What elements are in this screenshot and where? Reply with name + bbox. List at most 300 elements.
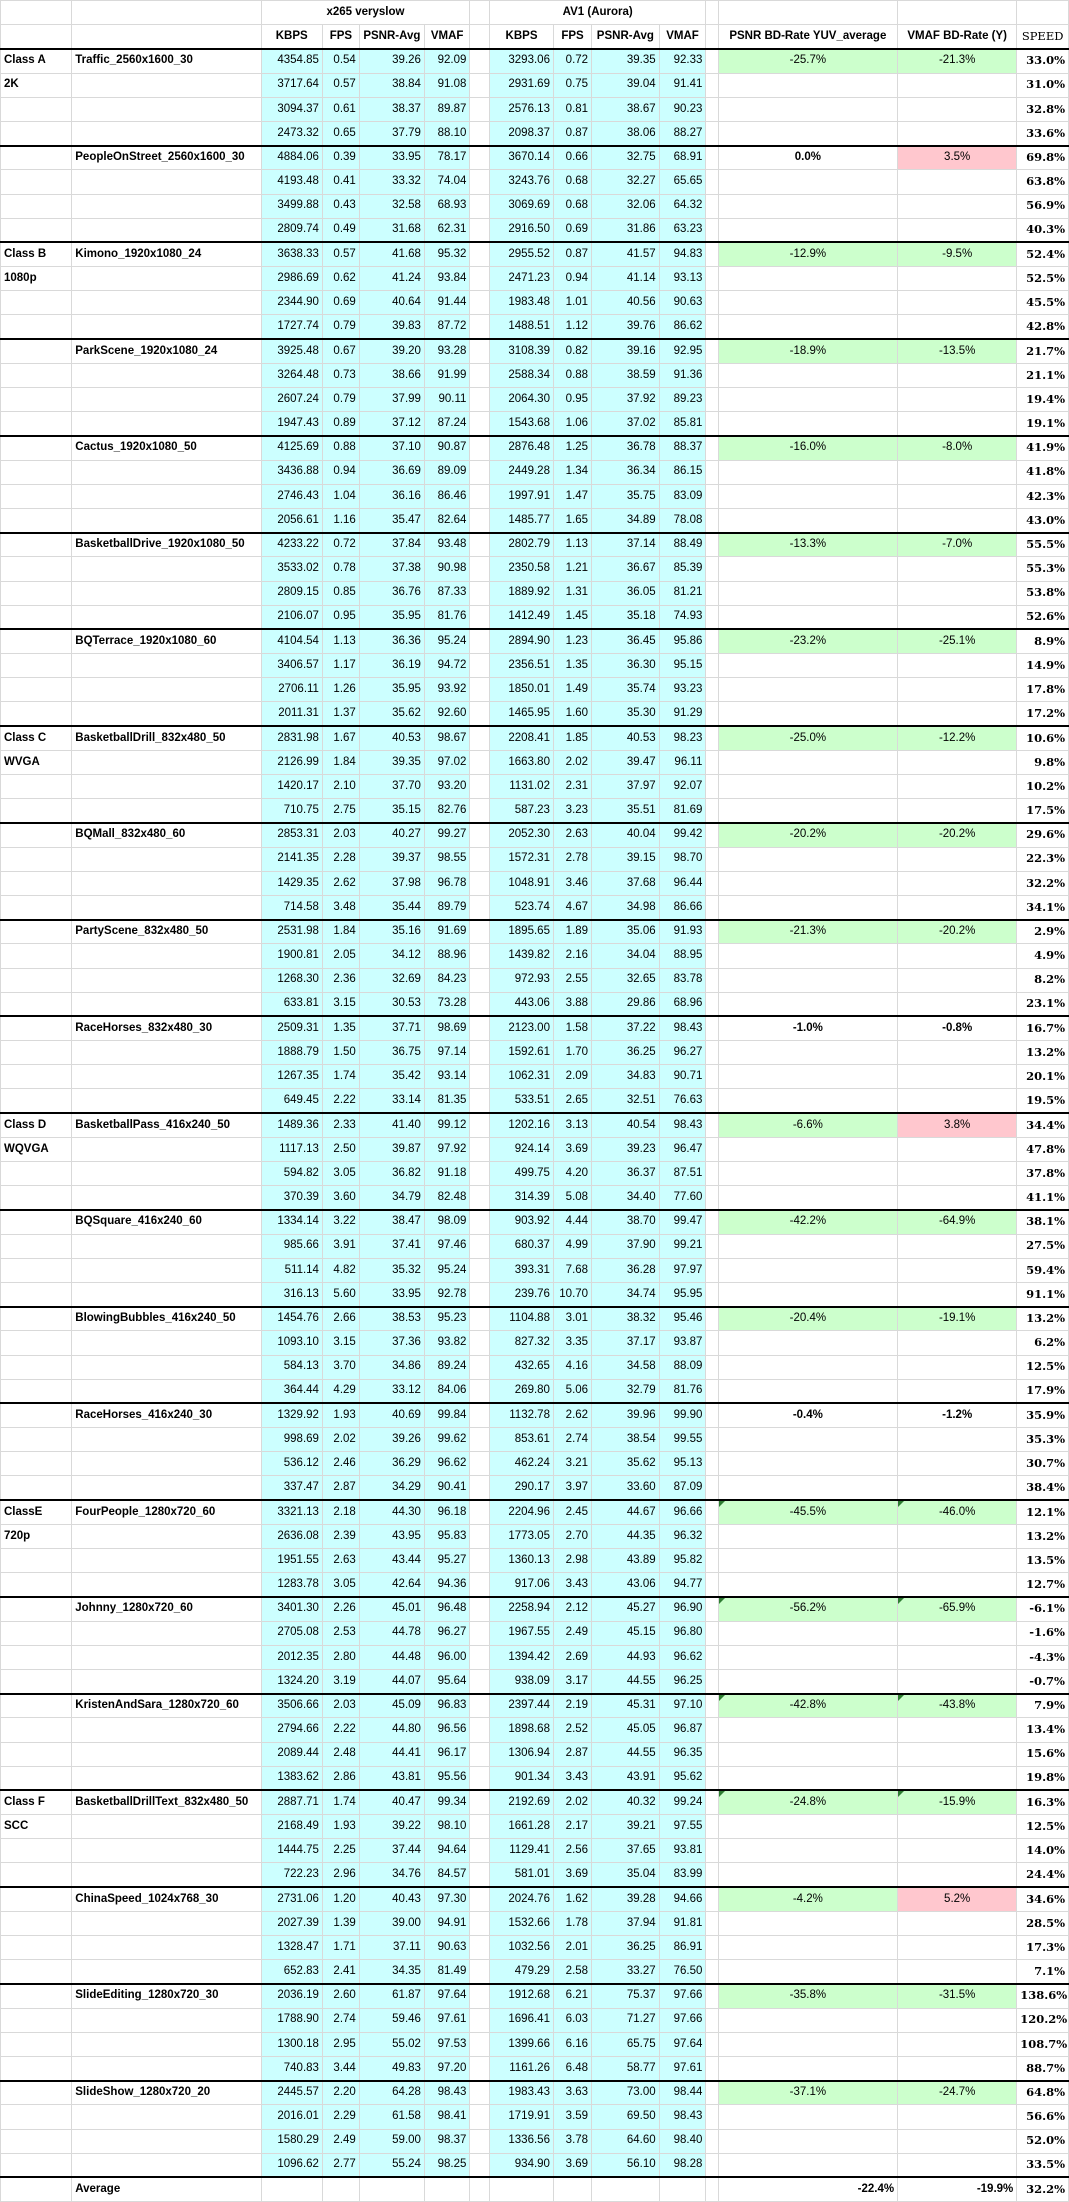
vmaf-bd-rate: 5.2% [898, 1887, 1017, 1911]
x265-fps: 0.49 [322, 218, 359, 242]
av1-kbps: 2894.90 [490, 629, 554, 653]
av1-fps: 2.02 [553, 750, 591, 774]
x265-vmaf: 89.87 [424, 97, 469, 121]
table-row [1, 339, 1069, 363]
av1-kbps: 393.31 [490, 1258, 554, 1282]
x265-fps: 1.35 [322, 1016, 359, 1040]
av1-kbps: 3670.14 [490, 146, 554, 170]
av1-psnr: 75.37 [592, 1984, 660, 2008]
psnr-bd-rate: -21.3% [718, 920, 897, 944]
x265-psnr: 34.12 [359, 944, 424, 968]
av1-fps: 0.75 [553, 73, 591, 97]
x265-psnr: 35.42 [359, 1065, 424, 1089]
av1-fps: 3.23 [553, 799, 591, 823]
x265-psnr: 55.02 [359, 2032, 424, 2056]
sequence-name: ParkScene_1920x1080_24 [72, 339, 261, 363]
av1-fps: 10.70 [553, 1282, 591, 1306]
av1-kbps: 1104.88 [490, 1307, 554, 1331]
av1-fps: 3.69 [553, 2153, 591, 2177]
av1-vmaf: 74.93 [659, 605, 706, 629]
av1-kbps: 581.01 [490, 1863, 554, 1887]
av1-vmaf: 98.70 [659, 847, 706, 871]
sequence-name: BasketballDrive_1920x1080_50 [72, 533, 261, 557]
av1-fps: 2.19 [553, 1694, 591, 1718]
av1-kbps: 1062.31 [490, 1065, 554, 1089]
av1-kbps: 1967.55 [490, 1621, 554, 1645]
x265-fps: 2.02 [322, 1428, 359, 1452]
av1-vmaf: 86.66 [659, 895, 706, 919]
av1-vmaf: 92.07 [659, 775, 706, 799]
table-row [1, 750, 1069, 774]
table-row [1, 2129, 1069, 2153]
class-label: Class A [1, 49, 72, 73]
x265-fps: 2.10 [322, 775, 359, 799]
x265-fps: 1.39 [322, 1911, 359, 1935]
class-label: ClassE [1, 1500, 72, 1524]
sequence-name: SlideEditing_1280x720_30 [72, 1984, 261, 2008]
x265-vmaf: 93.82 [424, 1331, 469, 1355]
av1-vmaf: 98.23 [659, 726, 706, 750]
x265-vmaf: 98.67 [424, 726, 469, 750]
av1-psnr: 45.31 [592, 1694, 660, 1718]
av1-vmaf: 76.50 [659, 1960, 706, 1984]
av1-psnr: 35.74 [592, 678, 660, 702]
av1-vmaf: 99.24 [659, 1790, 706, 1814]
x265-fps: 0.39 [322, 146, 359, 170]
x265-fps: 0.67 [322, 339, 359, 363]
x265-vmaf: 96.62 [424, 1452, 469, 1476]
av1-vmaf: 86.91 [659, 1936, 706, 1960]
x265-vmaf: 96.56 [424, 1718, 469, 1742]
x265-fps: 1.50 [322, 1041, 359, 1065]
x265-kbps: 4884.06 [261, 146, 322, 170]
av1-kbps: 1488.51 [490, 315, 554, 339]
x265-kbps: 3638.33 [261, 242, 322, 266]
table-row [1, 1041, 1069, 1065]
x265-fps: 2.25 [322, 1839, 359, 1863]
av1-vmaf: 96.47 [659, 1137, 706, 1161]
speed-value: 13.2% [1017, 1041, 1069, 1065]
av1-psnr: 34.58 [592, 1355, 660, 1379]
av1-fps: 7.68 [553, 1258, 591, 1282]
av1-fps: 3.01 [553, 1307, 591, 1331]
table-row [1, 799, 1069, 823]
psnr-bd-rate: -25.0% [718, 726, 897, 750]
x265-psnr: 33.12 [359, 1379, 424, 1403]
sequence-name: PeopleOnStreet_2560x1600_30 [72, 146, 261, 170]
x265-kbps: 3506.66 [261, 1694, 322, 1718]
speed-value: 28.5% [1017, 1911, 1069, 1935]
table-row [1, 291, 1069, 315]
x265-fps: 0.79 [322, 388, 359, 412]
table-row [1, 1331, 1069, 1355]
table-row [1, 1549, 1069, 1573]
x265-vmaf: 96.78 [424, 871, 469, 895]
table-row [1, 1016, 1069, 1040]
speed-value: 8.9% [1017, 629, 1069, 653]
av1-psnr: 37.65 [592, 1839, 660, 1863]
x265-vmaf: 90.87 [424, 436, 469, 460]
av1-fps: 1.01 [553, 291, 591, 315]
speed-value: 38.1% [1017, 1210, 1069, 1234]
x265-vmaf: 88.96 [424, 944, 469, 968]
speed-value: 12.7% [1017, 1573, 1069, 1597]
av1-vmaf: 99.42 [659, 823, 706, 847]
vmaf-bd-rate: -24.7% [898, 2081, 1017, 2105]
average-psnr-bd-rate: -22.4% [718, 2177, 897, 2201]
av1-psnr: 43.89 [592, 1549, 660, 1573]
av1-psnr: 35.06 [592, 920, 660, 944]
x265-vmaf: 92.78 [424, 1282, 469, 1306]
x265-vmaf: 92.60 [424, 702, 469, 726]
x265-vmaf: 96.48 [424, 1597, 469, 1621]
av1-fps: 1.47 [553, 484, 591, 508]
x265-fps: 0.43 [322, 194, 359, 218]
av1-fps: 4.16 [553, 1355, 591, 1379]
av1-fps: 2.01 [553, 1936, 591, 1960]
av1-kbps: 1161.26 [490, 2056, 554, 2080]
av1-fps: 2.65 [553, 1089, 591, 1113]
x265-psnr: 42.64 [359, 1573, 424, 1597]
x265-vmaf: 96.83 [424, 1694, 469, 1718]
av1-kbps: 2802.79 [490, 533, 554, 557]
resolution-label [1, 1621, 72, 1645]
av1-fps: 2.78 [553, 847, 591, 871]
resolution-label [1, 944, 72, 968]
av1-psnr: 39.35 [592, 49, 660, 73]
x265-fps: 2.29 [322, 2105, 359, 2129]
speed-value: 42.8% [1017, 315, 1069, 339]
sequence-name: BQSquare_416x240_60 [72, 1210, 261, 1234]
vmaf-bd-rate: -9.5% [898, 242, 1017, 266]
av1-vmaf: 98.43 [659, 1113, 706, 1137]
sequence-name: BasketballDrillText_832x480_50 [72, 1790, 261, 1814]
x265-fps: 2.75 [322, 799, 359, 823]
x265-kbps: 1900.81 [261, 944, 322, 968]
x265-psnr: 44.30 [359, 1500, 424, 1524]
x265-kbps: 4125.69 [261, 436, 322, 460]
x265-vmaf: 98.55 [424, 847, 469, 871]
x265-psnr: 35.62 [359, 702, 424, 726]
av1-fps: 5.08 [553, 1186, 591, 1210]
class-label [1, 533, 72, 557]
x265-kbps: 2986.69 [261, 267, 322, 291]
x265-kbps: 536.12 [261, 1452, 322, 1476]
vmaf-bd-rate: -8.0% [898, 436, 1017, 460]
av1-psnr: 37.94 [592, 1911, 660, 1935]
av1-psnr: 40.54 [592, 1113, 660, 1137]
speed-value: 63.8% [1017, 170, 1069, 194]
table-row [1, 1815, 1069, 1839]
speed-value: 19.8% [1017, 1766, 1069, 1790]
av1-psnr: 32.65 [592, 968, 660, 992]
x265-psnr: 39.37 [359, 847, 424, 871]
x265-psnr: 40.53 [359, 726, 424, 750]
av1-psnr: 36.67 [592, 557, 660, 581]
av1-fps: 0.87 [553, 121, 591, 145]
x265-fps: 1.16 [322, 508, 359, 532]
x265-psnr: 35.15 [359, 799, 424, 823]
speed-value: 56.9% [1017, 194, 1069, 218]
x265-psnr: 45.01 [359, 1597, 424, 1621]
table-row [1, 823, 1069, 847]
av1-psnr: 39.23 [592, 1137, 660, 1161]
av1-fps: 0.81 [553, 97, 591, 121]
speed-value: 47.8% [1017, 1137, 1069, 1161]
x265-vmaf: 96.18 [424, 1500, 469, 1524]
x265-fps: 1.93 [322, 1403, 359, 1427]
resolution-label: WQVGA [1, 1137, 72, 1161]
speed-value: 52.4% [1017, 242, 1069, 266]
table-row [1, 2081, 1069, 2105]
x265-vmaf: 81.49 [424, 1960, 469, 1984]
sequence-name: ChinaSpeed_1024x768_30 [72, 1887, 261, 1911]
x265-kbps: 633.81 [261, 992, 322, 1016]
av1-fps: 0.68 [553, 170, 591, 194]
x265-fps-header: FPS [322, 25, 359, 49]
x265-psnr: 37.84 [359, 533, 424, 557]
av1-vmaf: 99.55 [659, 1428, 706, 1452]
sequence-name: SlideShow_1280x720_20 [72, 2081, 261, 2105]
av1-kbps: 1399.66 [490, 2032, 554, 2056]
speed-value: 12.1% [1017, 1500, 1069, 1524]
table-row [1, 2008, 1069, 2032]
x265-vmaf: 90.41 [424, 1476, 469, 1500]
av1-fps: 1.85 [553, 726, 591, 750]
x265-kbps: 2473.32 [261, 121, 322, 145]
av1-vmaf: 99.47 [659, 1210, 706, 1234]
table-row [1, 388, 1069, 412]
x265-kbps: 511.14 [261, 1258, 322, 1282]
x265-psnr: 34.29 [359, 1476, 424, 1500]
resolution-label: SCC [1, 1815, 72, 1839]
sequence-name: Traffic_2560x1600_30 [72, 49, 261, 73]
x265-psnr: 38.47 [359, 1210, 424, 1234]
table-row [1, 412, 1069, 436]
av1-psnr: 34.83 [592, 1065, 660, 1089]
speed-value: -4.3% [1017, 1645, 1069, 1669]
x265-vmaf: 95.83 [424, 1524, 469, 1548]
x265-psnr: 34.76 [359, 1863, 424, 1887]
x265-fps: 2.20 [322, 2081, 359, 2105]
x265-vmaf: 81.76 [424, 605, 469, 629]
av1-psnr: 44.55 [592, 1742, 660, 1766]
av1-psnr: 40.04 [592, 823, 660, 847]
av1-kbps: 587.23 [490, 799, 554, 823]
av1-psnr: 36.25 [592, 1041, 660, 1065]
class-label [1, 339, 72, 363]
av1-psnr: 37.14 [592, 533, 660, 557]
av1-kbps: 443.06 [490, 992, 554, 1016]
x265-kbps: 4233.22 [261, 533, 322, 557]
av1-psnr: 45.27 [592, 1597, 660, 1621]
av1-kbps: 533.51 [490, 1089, 554, 1113]
av1-kbps: 3069.69 [490, 194, 554, 218]
x265-psnr: 37.71 [359, 1016, 424, 1040]
vmaf-bd-rate: -65.9% [898, 1597, 1017, 1621]
x265-fps: 1.74 [322, 1065, 359, 1089]
x265-vmaf: 91.44 [424, 291, 469, 315]
class-label [1, 1984, 72, 2008]
av1-kbps: 938.09 [490, 1669, 554, 1693]
av1-vmaf: 97.97 [659, 1258, 706, 1282]
class-label [1, 1694, 72, 1718]
speed-value: 53.8% [1017, 581, 1069, 605]
av1-psnr: 38.54 [592, 1428, 660, 1452]
table-row [1, 460, 1069, 484]
x265-psnr: 45.09 [359, 1694, 424, 1718]
av1-psnr: 43.06 [592, 1573, 660, 1597]
x265-kbps: 2106.07 [261, 605, 322, 629]
av1-vmaf: 97.66 [659, 1984, 706, 2008]
av1-vmaf: 93.13 [659, 267, 706, 291]
av1-vmaf: 95.86 [659, 629, 706, 653]
av1-vmaf: 68.91 [659, 146, 706, 170]
x265-fps: 2.49 [322, 2129, 359, 2153]
av1-psnr: 45.05 [592, 1718, 660, 1742]
x265-vmaf: 98.37 [424, 2129, 469, 2153]
av1-kbps: 2098.37 [490, 121, 554, 145]
x265-vmaf: 78.17 [424, 146, 469, 170]
x265-vmaf: 94.72 [424, 654, 469, 678]
av1-vmaf: 92.95 [659, 339, 706, 363]
x265-kbps: 2089.44 [261, 1742, 322, 1766]
x265-vmaf: 93.48 [424, 533, 469, 557]
resolution-label [1, 1041, 72, 1065]
speed-value: 27.5% [1017, 1234, 1069, 1258]
av1-kbps: 680.37 [490, 1234, 554, 1258]
x265-kbps: 370.39 [261, 1186, 322, 1210]
speed-value: 8.2% [1017, 968, 1069, 992]
av1-kbps: 1663.80 [490, 750, 554, 774]
av1-psnr: 37.90 [592, 1234, 660, 1258]
av1-kbps: 1661.28 [490, 1815, 554, 1839]
x265-psnr: 37.38 [359, 557, 424, 581]
speed-value: 17.8% [1017, 678, 1069, 702]
resolution-label [1, 170, 72, 194]
av1-kbps: 1696.41 [490, 2008, 554, 2032]
x265-psnr: 41.40 [359, 1113, 424, 1137]
av1-kbps: 1465.95 [490, 702, 554, 726]
sequence-name: KristenAndSara_1280x720_60 [72, 1694, 261, 1718]
av1-vmaf: 81.21 [659, 581, 706, 605]
class-label [1, 823, 72, 847]
x265-psnr: 36.29 [359, 1452, 424, 1476]
x265-psnr: 37.11 [359, 1936, 424, 1960]
x265-fps: 3.22 [322, 1210, 359, 1234]
x265-fps: 3.05 [322, 1162, 359, 1186]
x265-psnr: 38.84 [359, 73, 424, 97]
av1-kbps: 314.39 [490, 1186, 554, 1210]
x265-fps: 2.22 [322, 1089, 359, 1113]
x265-vmaf: 94.64 [424, 1839, 469, 1863]
x265-psnr: 43.95 [359, 1524, 424, 1548]
av1-fps: 2.12 [553, 1597, 591, 1621]
table-row [1, 702, 1069, 726]
av1-fps: 1.70 [553, 1041, 591, 1065]
av1-kbps: 2588.34 [490, 363, 554, 387]
x265-fps: 2.63 [322, 1549, 359, 1573]
speed-value: 13.5% [1017, 1549, 1069, 1573]
av1-kbps: 1850.01 [490, 678, 554, 702]
av1-vmaf: 93.87 [659, 1331, 706, 1355]
header-row-1 [1, 1, 1069, 25]
x265-vmaf: 89.79 [424, 895, 469, 919]
av1-vmaf: 78.08 [659, 508, 706, 532]
table-row [1, 2032, 1069, 2056]
x265-psnr: 37.41 [359, 1234, 424, 1258]
speed-value: 59.4% [1017, 1258, 1069, 1282]
class-label [1, 146, 72, 170]
x265-kbps: 1951.55 [261, 1549, 322, 1573]
x265-fps: 0.62 [322, 267, 359, 291]
x265-vmaf: 62.31 [424, 218, 469, 242]
table-row [1, 1694, 1069, 1718]
av1-fps: 0.94 [553, 267, 591, 291]
x265-vmaf: 84.57 [424, 1863, 469, 1887]
x265-kbps: 3406.57 [261, 654, 322, 678]
x265-fps: 2.36 [322, 968, 359, 992]
av1-vmaf: 88.49 [659, 533, 706, 557]
speed-value: 21.7% [1017, 339, 1069, 363]
av1-fps: 1.06 [553, 412, 591, 436]
psnr-bd-rate: -25.7% [718, 49, 897, 73]
x265-vmaf: 99.34 [424, 1790, 469, 1814]
table-row [1, 1089, 1069, 1113]
x265-vmaf: 96.17 [424, 1742, 469, 1766]
x265-fps: 3.60 [322, 1186, 359, 1210]
av1-psnr: 39.04 [592, 73, 660, 97]
resolution-label [1, 460, 72, 484]
x265-psnr: 38.37 [359, 97, 424, 121]
x265-psnr: 33.32 [359, 170, 424, 194]
av1-vmaf: 64.32 [659, 194, 706, 218]
av1-vmaf: 86.15 [659, 460, 706, 484]
x265-fps: 2.18 [322, 1500, 359, 1524]
x265-fps: 0.95 [322, 605, 359, 629]
av1-kbps: 2258.94 [490, 1597, 554, 1621]
av1-kbps: 917.06 [490, 1573, 554, 1597]
x265-vmaf: 93.20 [424, 775, 469, 799]
sequence-name: BQTerrace_1920x1080_60 [72, 629, 261, 653]
psnr-bd-rate: -24.8% [718, 1790, 897, 1814]
speed-value: 16.7% [1017, 1016, 1069, 1040]
av1-fps: 2.17 [553, 1815, 591, 1839]
table-row [1, 992, 1069, 1016]
table-row [1, 97, 1069, 121]
table-row [1, 1065, 1069, 1089]
av1-psnr: 39.47 [592, 750, 660, 774]
resolution-label [1, 1428, 72, 1452]
x265-kbps: 2809.15 [261, 581, 322, 605]
class-label [1, 436, 72, 460]
av1-psnr: 37.68 [592, 871, 660, 895]
speed-value: 35.3% [1017, 1428, 1069, 1452]
x265-vmaf: 96.27 [424, 1621, 469, 1645]
av1-fps: 3.59 [553, 2105, 591, 2129]
av1-vmaf: 99.21 [659, 1234, 706, 1258]
vmaf-bd-rate: -20.2% [898, 823, 1017, 847]
x265-kbps: 649.45 [261, 1089, 322, 1113]
av1-psnr: 36.78 [592, 436, 660, 460]
av1-kbps: 1532.66 [490, 1911, 554, 1935]
psnr-bd-rate: -23.2% [718, 629, 897, 653]
table-row [1, 2056, 1069, 2080]
av1-vmaf: 97.55 [659, 1815, 706, 1839]
av1-kbps-header: KBPS [490, 25, 554, 49]
av1-vmaf: 95.62 [659, 1766, 706, 1790]
av1-kbps: 1336.56 [490, 2129, 554, 2153]
